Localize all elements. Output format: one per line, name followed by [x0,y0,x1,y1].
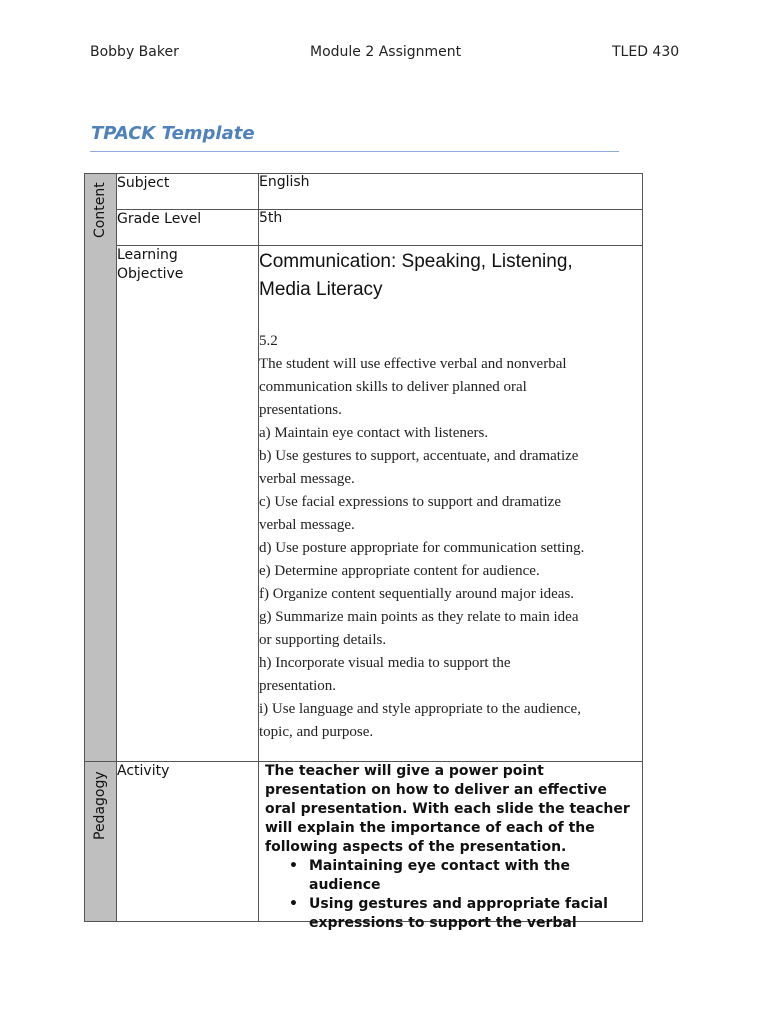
objective-line: The student will use effective verbal and nonverbal [259,356,567,372]
objective-title-line2: Media Literacy [259,279,383,300]
activity-value [259,762,643,931]
activity-label: Activity [117,762,259,922]
pedagogy-section-label [85,762,117,922]
activity-line: following aspects of the presentation. [265,839,567,855]
objective-line: a) Maintain eye contact with listeners. [259,425,489,441]
learning-objective-value [259,246,643,762]
activity-line: will explain the importance of each of the [265,820,595,836]
header-assignment: Module 2 Assignment [310,44,462,60]
objective-label-line2: Objective [117,266,184,282]
bullet-line1: Maintaining eye contact with the [309,858,571,874]
list-item [265,895,636,933]
objective-line: h) Incorporate visual media to support the [259,655,511,671]
pedagogy-label-text: Pedagogy [92,771,108,840]
objective-title-line1: Communication: Speaking, Listening, [259,251,573,272]
header-author: Bobby Baker [90,44,179,60]
activity-line: oral presentation. With each slide the teacher [265,801,630,817]
objective-line: c) Use facial expressions to support and dramatize [259,494,561,510]
document-title: TPACK Template [91,123,255,144]
objective-line: e) Determine appropriate content for audience. [259,563,540,579]
objective-line: g) Summarize main points as they relate to main idea [259,609,579,625]
subject-value: English [259,174,643,210]
objective-line: or supporting details. [259,632,387,648]
objective-line: 5.2 [259,333,278,349]
grade-level-value: 5th [259,210,643,246]
objective-line: presentations. [259,402,342,418]
activity-bullet-list [265,857,636,933]
learning-objective-label [117,246,259,762]
activity-cell-clip [259,762,642,931]
objective-line: topic, and purpose. [259,724,374,740]
activity-description [259,762,642,933]
objective-title [259,248,642,304]
content-label-text: Content [92,182,108,238]
header-course: TLED 430 [612,44,680,60]
activity-line: presentation on how to deliver an effective [265,782,607,798]
bullet-icon: • [289,896,298,912]
objective-line: presentation. [259,678,337,694]
content-section-label [85,174,117,762]
bullet-line2: expressions to support the verbal [309,915,577,931]
objective-line: verbal message. [259,471,355,487]
bullet-line2: audience [309,877,381,893]
objective-line: verbal message. [259,517,355,533]
grade-level-label: Grade Level [117,210,259,246]
list-item [265,857,636,895]
bullet-line1: Using gestures and appropriate facial [309,896,608,912]
activity-line: The teacher will give a power point [265,763,544,779]
objective-line: communication skills to deliver planned oral [259,379,527,395]
tpack-table [84,173,643,931]
title-underline [90,151,619,152]
objective-standard-text [259,330,642,744]
objective-line: d) Use posture appropriate for communication setting. [259,540,585,556]
objective-line: f) Organize content sequentially around major ideas. [259,586,575,602]
bullet-icon: • [289,858,298,874]
objective-line: i) Use language and style appropriate to the audience, [259,701,581,717]
subject-label: Subject [117,174,259,210]
objective-label-line1: Learning [117,247,178,263]
objective-line: b) Use gestures to support, accentuate, and dramatize [259,448,579,464]
